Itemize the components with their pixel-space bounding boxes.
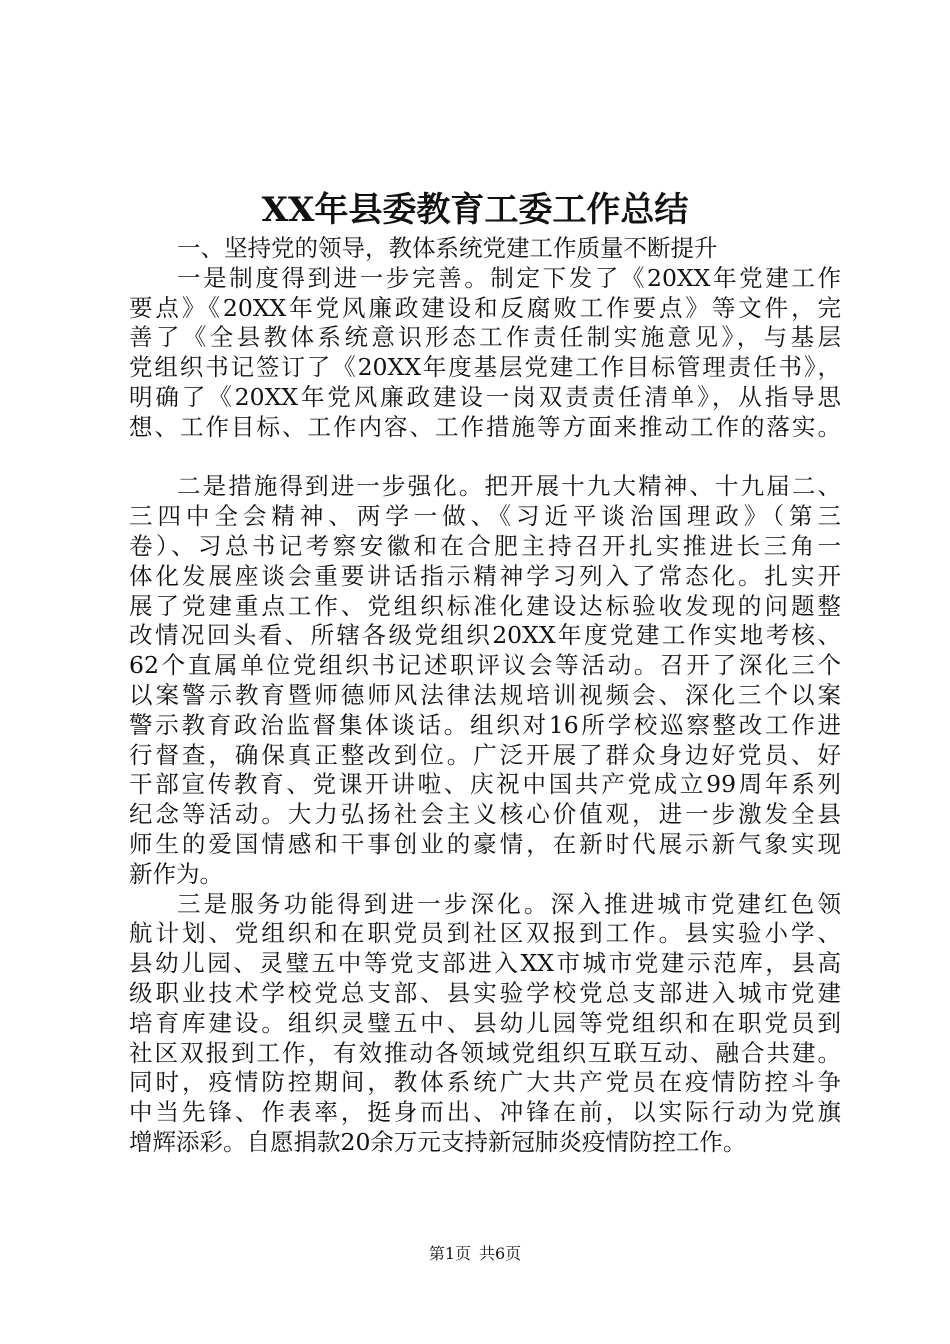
paragraph-line: 县幼儿园、灵璧五中等党支部进入XX市城市党建示范库，县高 — [129, 949, 841, 978]
paragraph-line: 一是制度得到进一步完善。制定下发了《20XX年党建工作 — [177, 263, 841, 292]
paragraph-line: 党组织书记签订了《20XX年度基层党建工作目标管理责任书》， — [129, 353, 841, 382]
paragraph-line: 增辉添彩。自愿捐款20余万元支持新冠肺炎疫情防控工作。 — [129, 1127, 747, 1156]
paragraph-line: 行督查，确保真正整改到位。广泛开展了群众身边好党员、好 — [129, 740, 841, 769]
section-heading: 一、坚持党的领导，教体系统党建工作质量不断提升 — [177, 234, 718, 262]
paragraph-line: 干部宣传教育、党课开讲啦、庆祝中国共产党成立99周年系列 — [129, 770, 841, 799]
paragraph-line: 航计划、党组织和在职党员到社区双报到工作。县实验小学、 — [129, 919, 841, 948]
paragraph-line: 同时，疫情防控期间，教体系统广大共产党员在疫情防控斗争 — [129, 1068, 841, 1097]
paragraph-line: 师生的爱国情感和干事创业的豪情，在新时代展示新气象实现 — [129, 829, 841, 858]
paragraph-line: 级职业技术学校党总支部、县实验学校党总支部进入城市党建 — [129, 978, 841, 1007]
paragraph-line: 体化发展座谈会重要讲话指示精神学习列入了常态化。扎实开 — [129, 561, 841, 590]
page-total: 共6页 — [479, 1244, 522, 1263]
paragraph-line: 新作为。 — [129, 859, 223, 888]
paragraph-line: 62个直属单位党组织书记述职评议会等活动。召开了深化三个 — [129, 651, 841, 680]
paragraph-line: 要点》《20XX年党风廉政建设和反腐败工作要点》等文件，完 — [129, 293, 841, 322]
paragraph-line: 善了《全县教体系统意识形态工作责任制实施意见》，与基层 — [129, 323, 841, 352]
page-footer — [0, 1244, 950, 1264]
paragraph-line: 二是措施得到进一步强化。把开展十九大精神、十九届二、 — [177, 472, 841, 501]
document-title: XX年县委教育工委工作总结 — [261, 190, 689, 230]
paragraph-line: 警示教育政治监督集体谈话。组织对16所学校巡察整改工作进 — [129, 710, 841, 739]
paragraph-spacer — [129, 443, 841, 473]
paragraph-line: 以案警示教育暨师德师风法律法规培训视频会、深化三个以案 — [129, 680, 841, 709]
page-number: 第1页 — [428, 1244, 471, 1263]
paragraph-line: 卷）、习总书记考察安徽和在合肥主持召开扎实推进长三角一 — [129, 531, 841, 560]
paragraph-line: 中当先锋、作表率，挺身而出、冲锋在前，以实际行动为党旗 — [129, 1098, 841, 1127]
paragraph-line: 想、工作目标、工作内容、工作措施等方面来推动工作的落实。 — [129, 412, 841, 441]
paragraph-line: 培育库建设。组织灵璧五中、县幼儿园等党组织和在职党员到 — [129, 1008, 841, 1037]
paragraph-line: 三四中全会精神、两学一做、《习近平谈治国理政》（第三 — [129, 502, 841, 531]
paragraph-line: 纪念等活动。大力弘扬社会主义核心价值观，进一步激发全县 — [129, 800, 841, 829]
paragraph-line: 明确了《20XX年党风廉政建设一岗双责责任清单》，从指导思 — [129, 382, 841, 411]
document-body — [129, 234, 841, 1158]
paragraph-line: 展了党建重点工作、党组织标准化建设达标验收发现的问题整 — [129, 591, 841, 620]
paragraph-line: 社区双报到工作，有效推动各领域党组织互联互动、融合共建。 — [129, 1038, 841, 1067]
paragraph-line: 改情况回头看、所辖各级党组织20XX年度党建工作实地考核、 — [129, 621, 841, 650]
paragraph-line: 三是服务功能得到进一步深化。深入推进城市党建红色领 — [177, 889, 841, 918]
